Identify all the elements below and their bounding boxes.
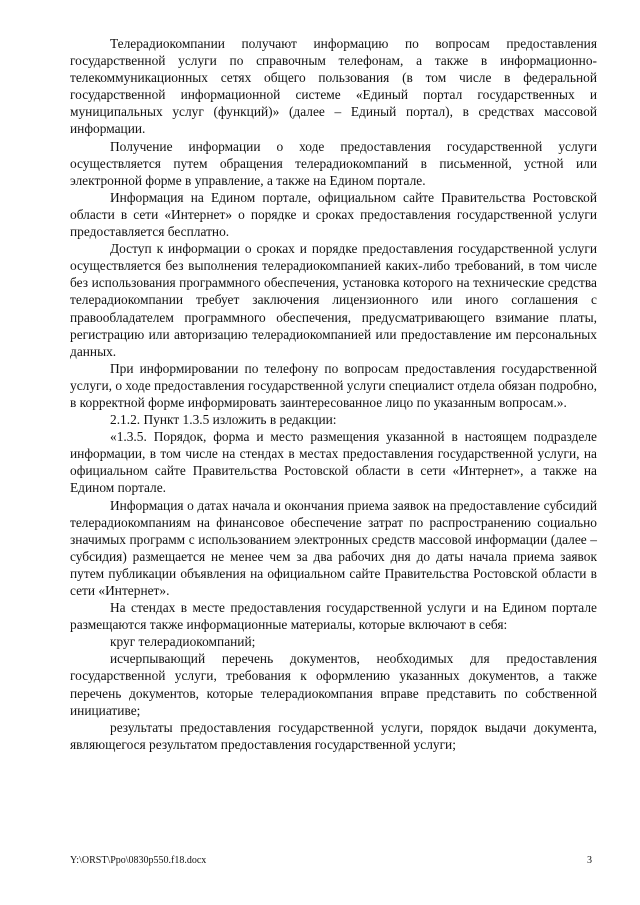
paragraph-access-conditions: Доступ к информации о сроках и порядке предоставления государственной услуги осуществляется без выполнения телерадиокомпанией каких-либо требований, в том числе без использования программного обеспечения, установка которого на технические средства телерадиокомпании требует заключения лицензионного или иного соглашения с правообладателем программного обеспечения, предусматривающего взимание платы, регистрацию или авторизацию телерадиокомпанией или предоставление им персональных данных.	[70, 241, 597, 359]
list-item-documents: исчерпывающий перечень документов, необходимых для предоставления государственной услуги, требования к оформлению указанных документов, а также перечень документов, которые телерадиокомпания вправе представить по собственной инициативе;	[70, 651, 597, 718]
footer-page-number: 3	[587, 855, 592, 866]
paragraph-stands-materials: На стендах в месте предоставления государственной услуги и на Едином портале размещаются также информационные материалы, которые включают в себя:	[70, 600, 597, 633]
paragraph-application-dates: Информация о датах начала и окончания приема заявок на предоставление субсидий телерадиокомпаниям на финансовое обеспечение затрат по распространению социально значимых программ с использованием электронных средств массовой информации (далее – субсидия) размещается не менее чем за два рабочих дня до даты начала приема заявок путем публикации объявления на официальном сайте Правительства Ростовской области в сети «Интернет».	[70, 497, 597, 598]
paragraph-info-channels: Телерадиокомпании получают информацию по вопросам предоставления государственной услуги по справочным телефонам, а также в информационно-телекоммуникационных сетях общего пользования (в том числе в федеральной государственной информационной системе «Единый портал государственных и муниципальных услуг (функций)» (далее – Единый портал), в средствах массовой информации.	[70, 36, 597, 137]
paragraph-clause-amendment: 2.1.2. Пункт 1.3.5 изложить в редакции:	[110, 412, 337, 428]
list-item-results: результаты предоставления государственной услуги, порядок выдачи документа, являющегося результатом предоставления государственной услуги;	[70, 719, 597, 752]
paragraph-free-info: Информация на Едином портале, официальном сайте Правительства Ростовской области в сети «Интернет» о порядке и сроках предоставления государственной услуги предоставляется бесплатно.	[70, 189, 597, 240]
list-item-companies: круг телерадиокомпаний;	[110, 634, 256, 650]
paragraph-progress-info: Получение информации о ходе предоставления государственной услуги осуществляется путем обращения телерадиокомпаний в письменной, устной или электронной форме в управление, а также на Едином портале.	[70, 138, 597, 188]
paragraph-clause-1-3-5: «1.3.5. Порядок, форма и место размещения указанной в настоящем подразделе информации, в том числе на стендах в местах предоставления государственной услуги, на официальном сайте Правительства Ростовской области в сети «Интернет», а также на Едином портале.	[70, 429, 597, 496]
footer-file-path: Y:\ORST\Ppo\0830p550.f18.docx	[70, 855, 207, 866]
document-body	[70, 35, 597, 753]
paragraph-phone-info: При информировании по телефону по вопросам предоставления государственной услуги, о ходе предоставления государственной услуги специалист отдела обязан подробно, в корректной форме информировать заинтересованное лицо по указанным вопросам.».	[70, 360, 597, 410]
